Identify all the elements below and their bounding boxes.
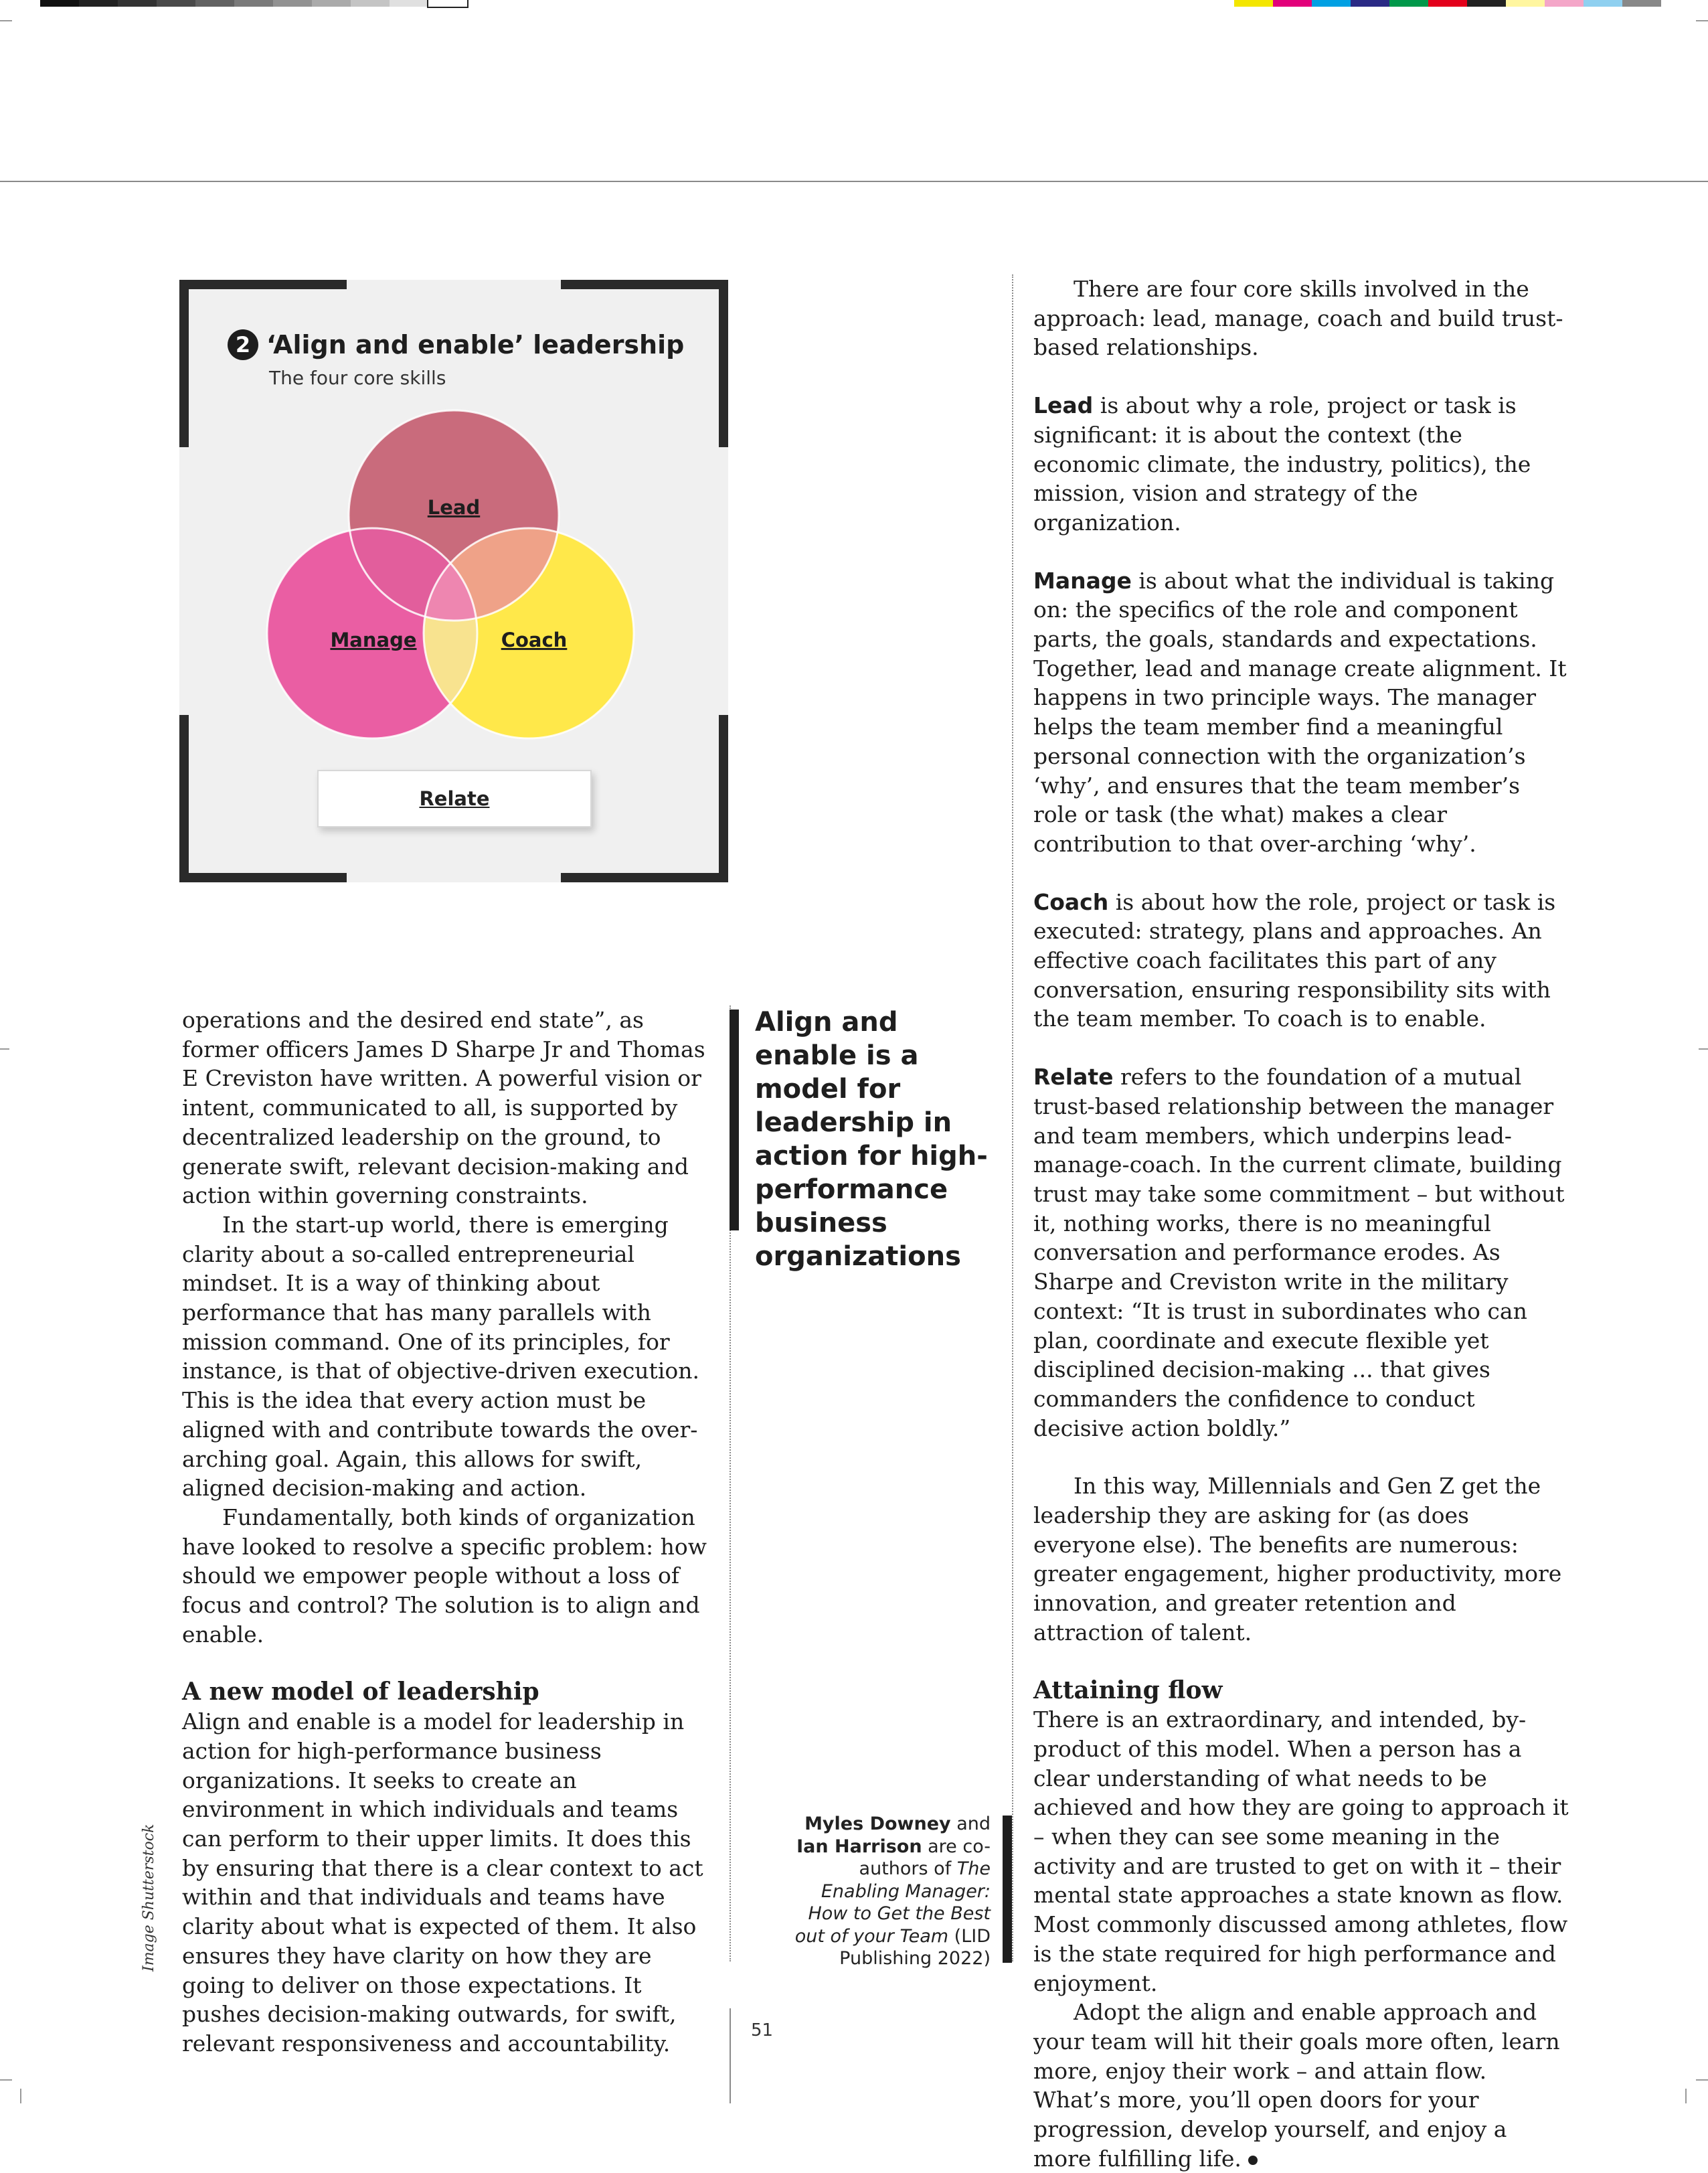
figure-title-text: ‘Align and enable’ leadership	[266, 330, 685, 359]
body-paragraph-final	[1033, 1998, 1569, 2173]
venn-label-manage: Manage	[330, 629, 417, 651]
skill-term: Relate	[1033, 1064, 1114, 1091]
author-connector: are	[922, 1836, 957, 1857]
skill-term: Lead	[1033, 392, 1094, 419]
publisher: (LID Publishing 2022)	[839, 1925, 991, 1969]
right-column	[1033, 274, 1569, 2173]
end-mark-icon	[1248, 2156, 1258, 2165]
relate-label: Relate	[419, 787, 490, 810]
final-text: Adopt the align and enable approach and your team will hit their goals more often, learn more, enjoy their work – and attain flow. What’s more, you’ll open doors for your progression, develop yourself, and enjoy a more fulfilling life.	[1033, 1999, 1560, 2172]
skill-paragraph-lead	[1033, 391, 1569, 538]
skill-text: is about why a role, project or task is significant: it is about the context (the economic climate, the industry, politics), the mission, vision and strategy of the organization.	[1033, 392, 1531, 536]
venn-label-lead: Lead	[427, 496, 481, 519]
skill-term: Manage	[1033, 567, 1132, 594]
book-title: The Enabling Manager: How to Get the Best out of your Team	[794, 1858, 991, 1947]
left-column	[182, 1005, 717, 2059]
print-grayscale-bar	[40, 0, 467, 7]
author-name: Myles Downey	[804, 1814, 951, 1834]
skill-text: is about what the individual is taking on: the specifics of the role and component parts, the goals, standards and expectations. Together, lead and manage create alignment. It happens in two principle ways. The manager helps the team member find a meaningful personal connection with the organization’s ‘why’, and ensures that the team member’s role or task (the what) makes a clear contribution to that over-arching ‘why’.	[1033, 567, 1567, 857]
section-heading: A new model of leadership	[182, 1678, 539, 1706]
crop-mark	[0, 20, 12, 21]
header-rule	[0, 181, 1708, 182]
body-paragraph: operations and the desired end state”, as former officers James D Sharpe Jr and Thomas E Creviston have written. A powerful vision or intent, communicated to all, is supported by decentralized leadership on the ground, to generate swift, relevant decision-making and action within governing constraints.	[182, 1007, 705, 1209]
skill-term: Coach	[1033, 888, 1109, 915]
skill-paragraph-coach	[1033, 888, 1569, 1034]
footer-rule	[730, 2008, 731, 2103]
print-colour-bar	[1234, 0, 1661, 7]
crop-mark	[1685, 2089, 1687, 2103]
skill-paragraph-manage	[1033, 566, 1569, 859]
crop-mark	[1696, 2079, 1708, 2081]
crop-mark	[20, 2089, 21, 2103]
body-paragraph: Align and enable is a model for leadership in action for high-performance business organizations. It seeks to create an environment in which individuals and teams can perform to their upper limits. It does this by ensuring that there is a clear context to act within and that individuals and teams have clarity about what is expected of them. It also ensures they have clarity on how they are going to deliver on those expectations. It pushes decision-making outwards, for swift, relevant responsiveness and accountability.	[182, 1708, 703, 2057]
crop-mark	[0, 2079, 12, 2081]
crop-mark	[1699, 1048, 1708, 1050]
author-bio	[776, 1813, 991, 1970]
venn-label-coach: Coach	[501, 629, 568, 651]
figure-subtitle: The four core skills	[269, 367, 446, 389]
body-paragraph: Fundamentally, both kinds of organization have looked to resolve a specific problem: how should we empower people without a loss of focus and control? The solution is to align and enable.	[182, 1504, 707, 1647]
body-paragraph: In this way, Millennials and Gen Z get the leadership they are asking for (as does everyone else). The benefits are numerous: greater engagement, higher productivity, more innovation, and greater retention and attraction of talent.	[1033, 1473, 1562, 1645]
pullquote-bar	[730, 1010, 739, 1230]
pullquote: Align and enable is a model for leadership in action for high-performance business organizations	[755, 1007, 988, 1272]
author-line: co-authors of	[859, 1836, 991, 1879]
crop-mark	[1696, 20, 1708, 21]
section-heading: Attaining flow	[1033, 1676, 1223, 1704]
author-name: Ian Harrison	[796, 1836, 922, 1857]
skill-text: is about how the role, project or task is executed: strategy, plans and approaches. An effective coach facilitates this part of any conversation, ensuring responsibility sits with the team member. To coach is to enable.	[1033, 888, 1556, 1032]
skill-paragraph-relate	[1033, 1062, 1569, 1443]
skill-text: refers to the foundation of a mutual trust-based relationship between the manager and team members, which underpins lead-manage-coach. In the current climate, building trust may take some commitment – but without it, nothing works, there is no meaningful conversation and performance erodes. As Sharpe and Creviston write in the military context: “It is trust in subordinates who can plan, coordinate and execute flexible yet disciplined decision-making ... that gives commanders the confidence to conduct decisive action boldly.”	[1033, 1064, 1565, 1441]
body-paragraph: There are four core skills involved in the approach: lead, manage, coach and build trust-based relationships.	[1033, 276, 1563, 361]
body-paragraph: In the start-up world, there is emerging clarity about a so-called entrepreneurial mindset. It is a way of thinking about performance that has many parallels with mission command. One of its principles, for instance, is that of objective-driven execution. This is the idea that every action must be aligned with and contribute towards the over-arching goal. Again, this allows for swift, aligned decision-making and action.	[182, 1211, 699, 1502]
relate-box	[317, 770, 592, 827]
body-paragraph: There is an extraordinary, and intended, by-product of this model. When a person has a clear understanding of what needs to be achieved and how they are going to approach it – when they can see some meaning in the activity and are trusted to get on with it – their mental state approaches a state known as flow. Most commonly discussed among athletes, flow is the state required for high performance and enjoyment.	[1033, 1706, 1569, 1996]
page-number: 51	[751, 2020, 774, 2040]
figure-number-badge: 2	[228, 329, 258, 360]
crop-mark	[0, 1048, 9, 1050]
image-credit: Image Shutterstock	[141, 1824, 157, 1971]
authors-bar	[1003, 1816, 1012, 1963]
author-connector: and	[950, 1814, 991, 1834]
column-divider	[1012, 274, 1013, 1961]
